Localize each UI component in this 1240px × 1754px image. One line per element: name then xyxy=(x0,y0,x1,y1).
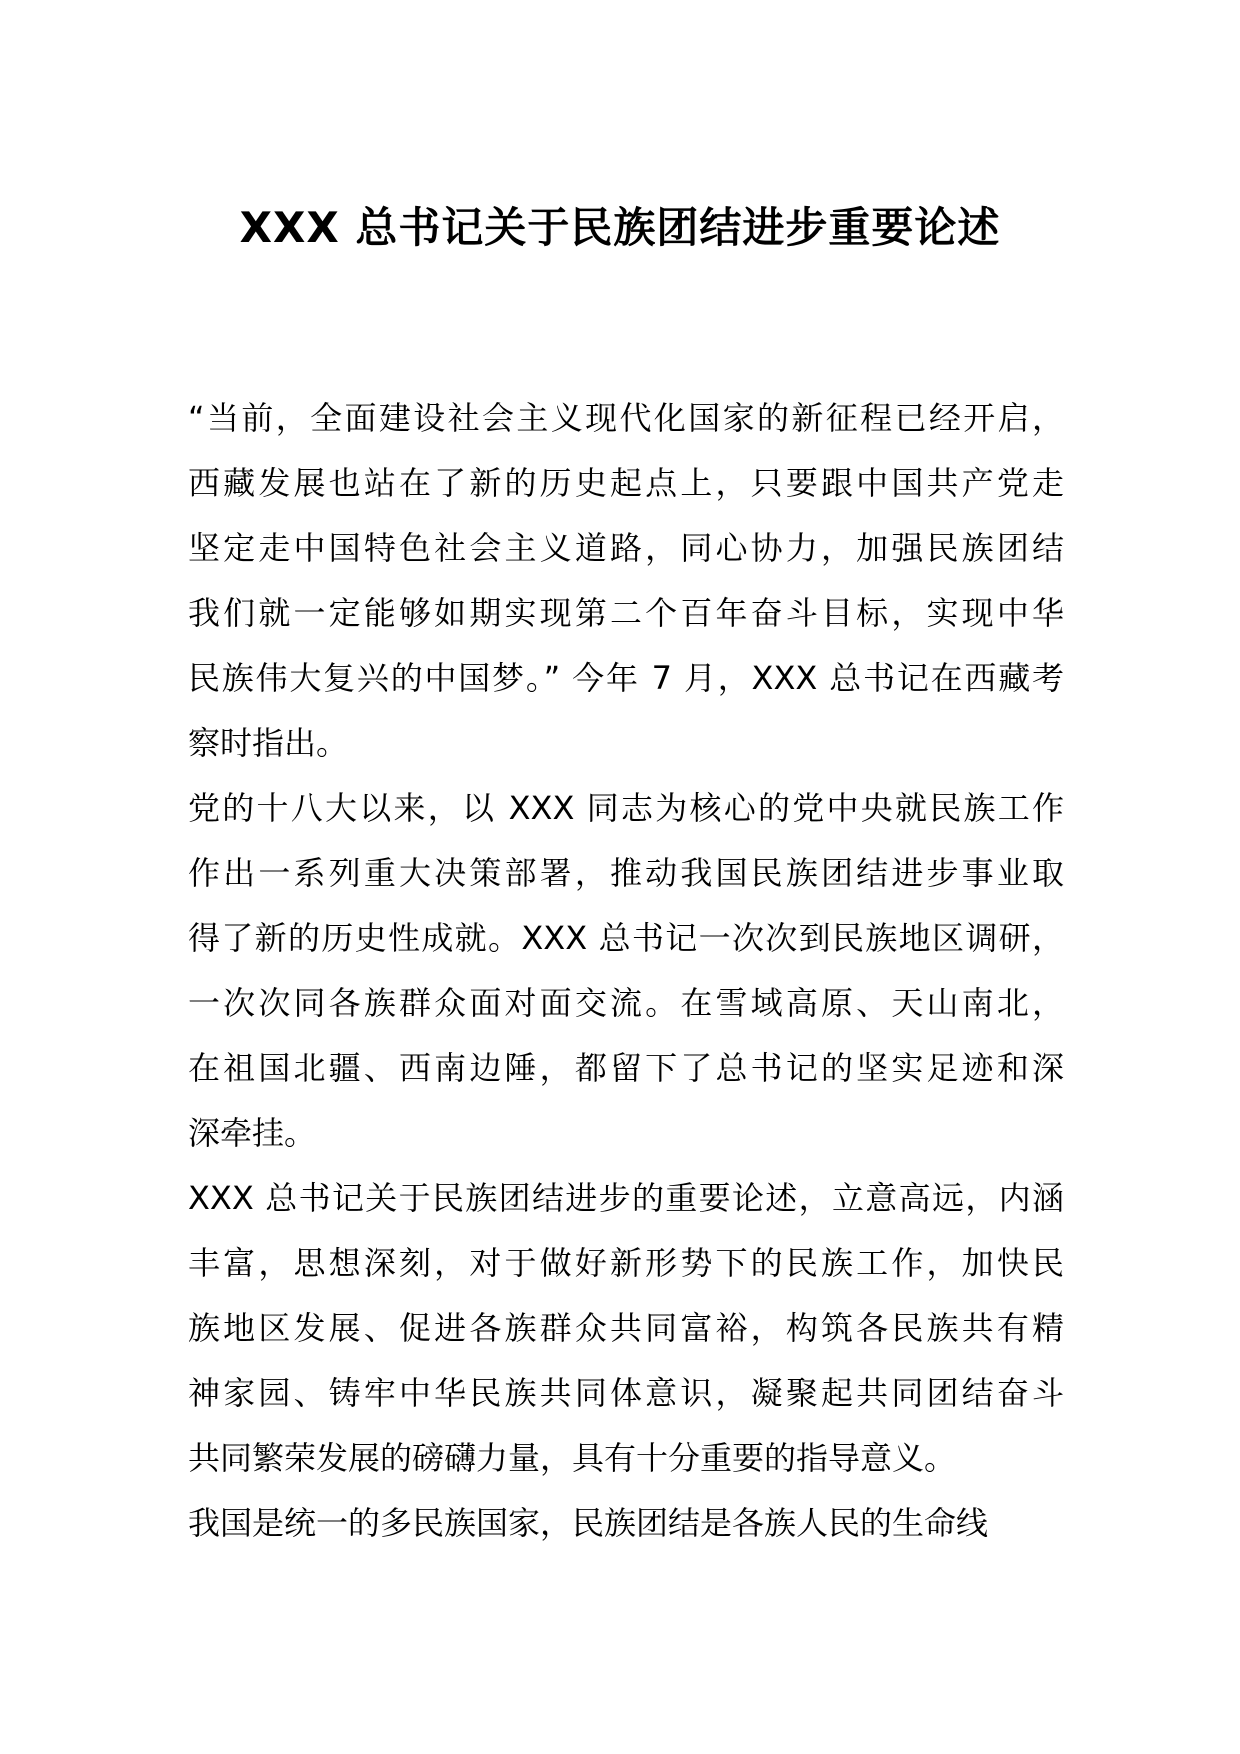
document-body xyxy=(188,386,1064,1556)
document-title: XXX 总书记关于民族团结进步重要论述 xyxy=(239,203,1001,252)
text-line: 共同繁荣发展的磅礴力量，具有十分重要的指导意义。 xyxy=(188,1439,957,1477)
paragraph-3 xyxy=(188,1166,1064,1491)
text-line: “当前，全面建设社会主义现代化国家的新征程已经开启， xyxy=(188,399,1064,437)
text-line: 西藏发展也站在了新的历史起点上，只要跟中国共产党走 xyxy=(188,464,1064,502)
text-line: 深牵挂。 xyxy=(188,1114,317,1152)
text-line: 我们就一定能够如期实现第二个百年奋斗目标，实现中华 xyxy=(188,594,1064,632)
text-line: 丰富，思想深刻，对于做好新形势下的民族工作，加快民 xyxy=(188,1244,1064,1282)
text-line: 得了新的历史性成就。XXX 总书记一次次到民族地区调研， xyxy=(188,919,1064,957)
paragraph-2 xyxy=(188,776,1064,1166)
text-line: 察时指出。 xyxy=(188,724,349,762)
text-line: 党的十八大以来，以 XXX 同志为核心的党中央就民族工作 xyxy=(188,789,1064,827)
text-line: 一次次同各族群众面对面交流。在雪域高原、天山南北， xyxy=(188,984,1064,1022)
paragraph-1 xyxy=(188,386,1064,776)
text-line: 神家园、铸牢中华民族共同体意识，凝聚起共同团结奋斗 xyxy=(188,1374,1064,1412)
text-line: XXX 总书记关于民族团结进步的重要论述，立意高远，内涵 xyxy=(188,1179,1064,1217)
paragraph-4 xyxy=(188,1491,1064,1556)
text-line: 我国是统一的多民族国家，民族团结是各族人民的生命线 xyxy=(188,1504,989,1542)
text-line: 族地区发展、促进各族群众共同富裕，构筑各民族共有精 xyxy=(188,1309,1064,1347)
text-line: 作出一系列重大决策部署，推动我国民族团结进步事业取 xyxy=(188,854,1064,892)
text-line: 坚定走中国特色社会主义道路，同心协力，加强民族团结 xyxy=(188,529,1064,567)
text-line: 民族伟大复兴的中国梦。” 今年 7 月，XXX 总书记在西藏考 xyxy=(188,659,1064,697)
text-line: 在祖国北疆、西南边陲，都留下了总书记的坚实足迹和深 xyxy=(188,1049,1064,1087)
